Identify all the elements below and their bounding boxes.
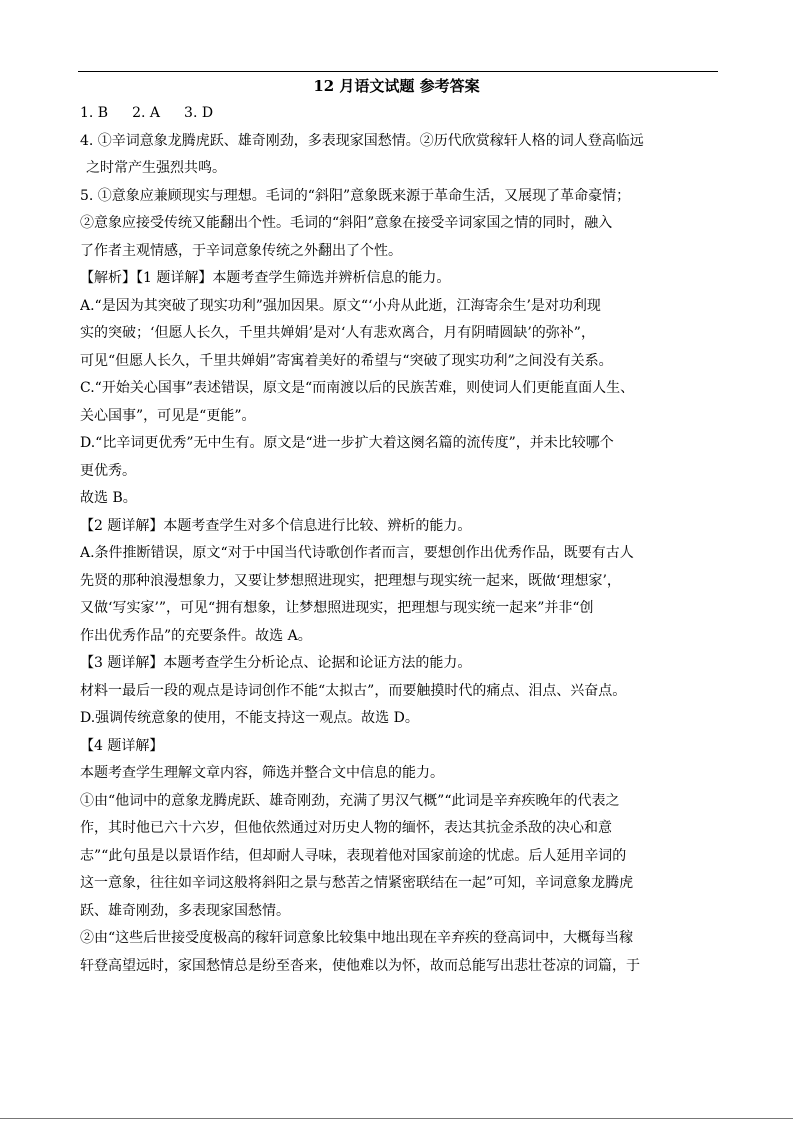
text-line: 【4 题详解】 — [80, 737, 164, 754]
text-line: 更优秀。 — [80, 462, 136, 479]
text-line: 作出优秀作品”的充要条件。故选 A。 — [80, 627, 312, 644]
text-line: 5. ①意象应兼顾现实与理想。毛词的“斜阳”意象既来源于革命生活，又展现了革命豪情； — [80, 187, 631, 204]
text-line: 故选 B。 — [80, 490, 137, 506]
text-line: A.“是因为其突破了现实功利”强加因果。原文“‘小舟从此逝，江海寄余生’是对功利现 — [80, 297, 601, 314]
text-line: 关心国事”，可见是“更能”。 — [80, 407, 256, 424]
text-line: A.条件推断错误，原文“对于中国当代诗歌创作者而言，要想创作出优秀作品，既要有古人 — [80, 545, 634, 561]
text-line: 这一意象，往往如辛词这般将斜阳之景与愁苦之情紧密联结在一起”可知，辛词意象龙腾虎 — [80, 875, 634, 891]
text-line: C.“开始关心国事”表述错误，原文是“而南渡以后的民族苦难，则使词人们更能直面人生、 — [80, 380, 635, 396]
text-line: D.强调传统意象的使用，不能支持这一观点。故选 D。 — [80, 710, 419, 726]
text-line: 本题考查学生理解文章内容，筛选并整合文中信息的能力。 — [80, 765, 444, 781]
text-line: 之时常产生强烈共鸣。 — [86, 160, 226, 176]
text-line: 【2 题详解】本题考查学生对多个信息进行比较、辨析的能力。 — [80, 517, 472, 534]
answer-1: 1. B — [80, 105, 109, 121]
text-line: 跃、雄奇刚劲，多表现家国愁情。 — [80, 902, 290, 919]
text-line: 了作者主观情感，于辛词意象传统之外翻出了个性。 — [80, 242, 402, 259]
text-line: ②由“这些后世接受度极高的稼轩词意象比较集中地出现在辛弃疾的登高词中，大概每当稼 — [80, 930, 634, 946]
answer-2: 2. A — [132, 105, 161, 121]
text-line: 【解析】【1 题详解】本题考查学生筛选并辨析信息的能力。 — [80, 270, 451, 286]
page-title: 12 月语文试题 参考答案 — [313, 77, 480, 95]
text-line: 又做‘写实家’”，可见“拥有想象，让梦想照进现实，把理想与现实统一起来”并非“创 — [80, 600, 594, 616]
text-line: 志”“此句虽是以景语作结，但却耐人寻味，表现着他对国家前途的忧虑。后人延用辛词的 — [80, 847, 627, 864]
text-line: 先贤的那种浪漫想象力，又要让梦想照进现实，把理想与现实统一起来，既做‘理想家’， — [80, 572, 621, 589]
text-line: 材料一最后一段的观点是诗词创作不能“太拟古”，而要触摸时代的痛点、泪点、兴奋点。 — [80, 682, 627, 699]
text-line: 4. ①辛词意象龙腾虎跃、雄奇刚劲，多表现家国愁情。②历代欣赏稼轩人格的词人登高临远 — [80, 132, 644, 149]
text-line: 实的突破；‘但愿人长久，千里共婵娟’是对‘人有悲欢离合，月有阴晴圆缺’的弥补”， — [80, 325, 595, 341]
text-line: 【3 题详解】本题考查学生分析论点、论据和论证方法的能力。 — [80, 655, 472, 671]
text-line: ①由“他词中的意象龙腾虎跃、雄奇刚劲，充满了男汉气概”“此词是辛弃疾晚年的代表之 — [80, 792, 620, 809]
footer-rule — [0, 1118, 793, 1119]
header-rule — [78, 71, 718, 72]
text-line: ②意象应接受传统又能翻出个性。毛词的“斜阳”意象在接受辛词家国之情的同时，融入 — [80, 215, 613, 231]
answer-3: 3. D — [184, 105, 214, 121]
text-line: 轩登高望远时，家国愁情总是纷至沓来，使他难以为怀，故而总能写出悲壮苍凉的词篇，于 — [80, 957, 640, 974]
text-line: 可见“但愿人长久，千里共婵娟”寄寓着美好的希望与“突破了现实功利”之间没有关系。 — [80, 352, 613, 369]
answer-line — [80, 100, 720, 128]
text-line: 作，其时他已六十六岁，但他依然通过对历史人物的缅怀，表达其抗金杀敌的决心和意 — [80, 820, 612, 836]
document-body — [80, 100, 720, 980]
text-line: D.“比辛词更优秀”无中生有。原文是“进一步扩大着这阕名篇的流传度”，并未比较哪个 — [80, 435, 614, 451]
